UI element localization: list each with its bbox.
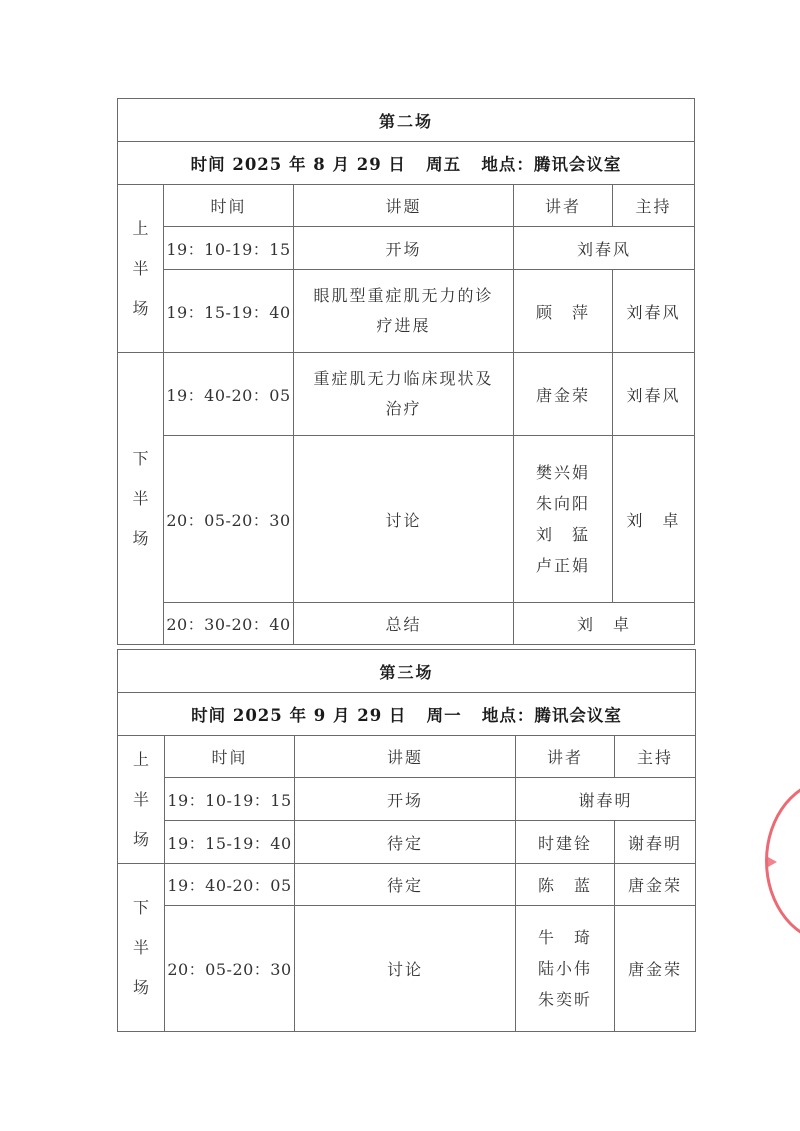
- session-dateline: 时间 2025 年 9 月 29 日 周一 地点：腾讯会议室: [118, 693, 696, 736]
- table-row: [118, 270, 695, 353]
- header-speaker: 讲者: [514, 185, 613, 227]
- header-topic: 讲题: [294, 185, 514, 227]
- header-time: 时间: [165, 736, 295, 778]
- table-row: [118, 353, 695, 436]
- row-topic: 待定: [295, 864, 516, 906]
- row-host: 刘 卓: [613, 436, 695, 603]
- table-row: [118, 778, 696, 821]
- session-2-table: [117, 98, 694, 645]
- header-time: 时间: [164, 185, 294, 227]
- header-speaker: 讲者: [516, 736, 615, 778]
- row-time: 19：15-19：40: [164, 270, 294, 353]
- row-time: 19：40-20：05: [164, 353, 294, 436]
- row-time: 20：05-20：30: [165, 906, 295, 1032]
- row-speaker-host: 刘春风: [514, 227, 695, 270]
- row-host: 谢春明: [615, 821, 696, 864]
- session-dateline: 时间 2025 年 8 月 29 日 周五 地点：腾讯会议室: [118, 142, 695, 185]
- row-time: 20：05-20：30: [164, 436, 294, 603]
- table-row: [118, 821, 696, 864]
- speaker-name: 朱奕昕: [537, 990, 592, 1009]
- speaker-name: 朱向阳: [535, 494, 590, 513]
- row-host: 刘春风: [613, 270, 695, 353]
- row-speakers: [516, 906, 615, 1032]
- speaker-name: 樊兴娟: [535, 463, 590, 482]
- row-topic: 讨论: [295, 906, 516, 1032]
- row-topic: 开场: [294, 227, 514, 270]
- row-speaker: 顾 萍: [514, 270, 613, 353]
- table-row: [118, 864, 696, 906]
- seal-star-icon: [768, 857, 777, 867]
- first-half-label: 上 半 场: [118, 736, 165, 864]
- row-time: 19：10-19：15: [165, 778, 295, 821]
- row-speaker-host: 刘 卓: [514, 603, 695, 645]
- row-topic: 总结: [294, 603, 514, 645]
- row-topic: 讨论: [294, 436, 514, 603]
- speaker-name: 陆小伟: [537, 959, 592, 978]
- row-time: 19：15-19：40: [165, 821, 295, 864]
- session-title: 第二场: [118, 99, 695, 142]
- row-time: 19：40-20：05: [165, 864, 295, 906]
- header-topic: 讲题: [295, 736, 516, 778]
- row-time: 20：30-20：40: [164, 603, 294, 645]
- table-row: [118, 436, 695, 603]
- row-speaker: 陈 蓝: [516, 864, 615, 906]
- table-row: [118, 603, 695, 645]
- row-topic: 重症肌无力临床现状及治疗: [294, 353, 514, 436]
- second-half-label: 下 半 场: [118, 353, 164, 645]
- session-title: 第三场: [118, 650, 696, 693]
- row-speaker: 时建铨: [516, 821, 615, 864]
- second-half-label: 下 半 场: [118, 864, 165, 1032]
- table-row: [118, 227, 695, 270]
- row-speakers: [514, 436, 613, 603]
- speaker-name: 牛 琦: [537, 928, 592, 947]
- row-topic: 开场: [295, 778, 516, 821]
- row-host: 唐金荣: [615, 864, 696, 906]
- table-row: [118, 906, 696, 1032]
- header-host: 主持: [613, 185, 695, 227]
- speaker-name: 刘 猛: [535, 525, 590, 544]
- speaker-name: 卢正娟: [535, 556, 590, 575]
- row-topic: 待定: [295, 821, 516, 864]
- row-speaker: 唐金荣: [514, 353, 613, 436]
- row-time: 19：10-19：15: [164, 227, 294, 270]
- row-speaker-host: 谢春明: [516, 778, 696, 821]
- row-host: 唐金荣: [615, 906, 696, 1032]
- session-3-table: [117, 649, 694, 1032]
- first-half-label: 上 半 场: [118, 185, 164, 353]
- header-host: 主持: [615, 736, 696, 778]
- row-topic: 眼肌型重症肌无力的诊疗进展: [294, 270, 514, 353]
- row-host: 刘春风: [613, 353, 695, 436]
